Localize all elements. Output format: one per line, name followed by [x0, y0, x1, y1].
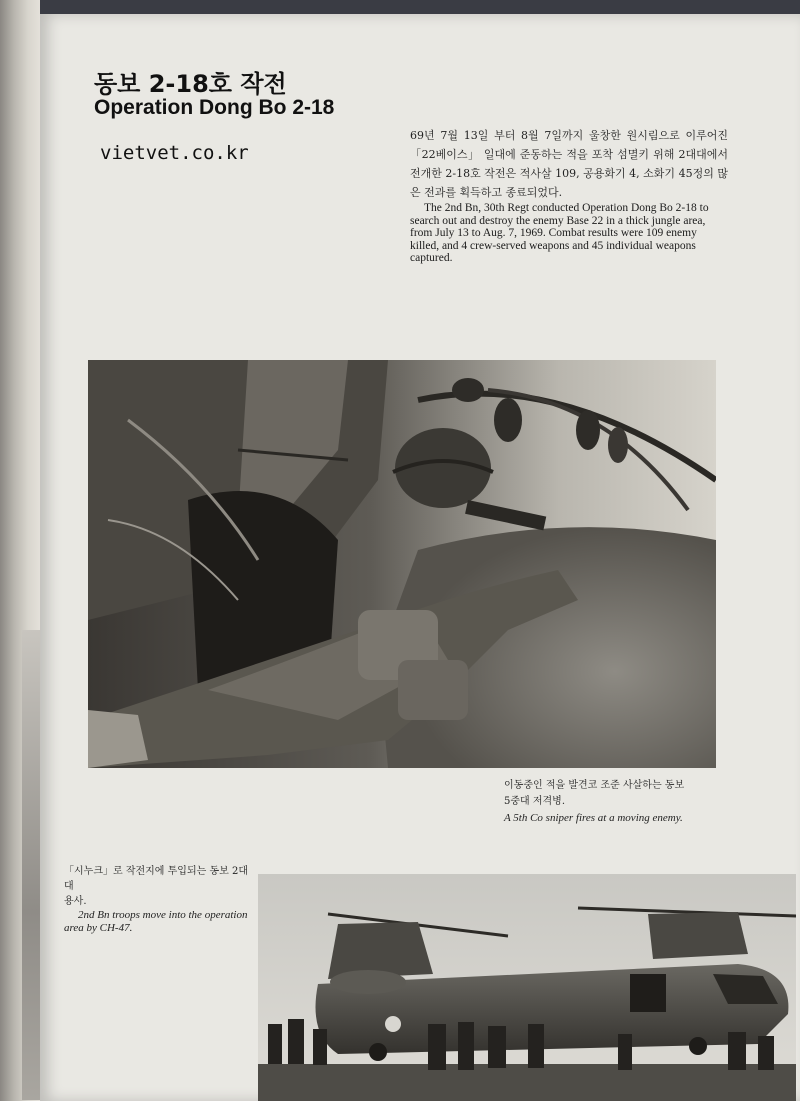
sniper-photo — [88, 360, 716, 768]
caption-korean-line1: 「시누크」로 작전지에 투입되는 동보 2대대 — [64, 866, 248, 892]
helicopter-photo-caption — [64, 864, 252, 935]
body-korean-paragraph: 69년 7월 13일 부터 8월 7일까지 울창한 원시림으로 이루어진 「22베이스」 일대에 준동하는 적을 포착 섬멸키 위해 2대대에서 전개한 2-18호 작전은 적사살 109, 공용화기 4, 소화기 45정의 많은 전과를 획득하고 종료되었다. — [410, 129, 728, 199]
body-english-paragraph: The 2nd Bn, 30th Regt conducted Operation Dong Bo 2-18 to search out and destroy the enemy Base 22 in a thick jungle area, from July 13 to Aug. 7, 1969. Combat results were 109 enemy killed, and 4 crew-served weapons and 45 individual weapons captured. — [410, 202, 709, 264]
sniper-photo-image — [88, 360, 716, 768]
caption-korean-line2: 용사. — [64, 896, 87, 907]
page-top-edge — [40, 0, 800, 14]
spine-shadow — [22, 630, 40, 1100]
caption-english: 2nd Bn troops move into the operation area by CH-47. — [64, 909, 248, 934]
caption-korean-line2: 5중대 저격병. — [504, 796, 566, 807]
sniper-photo-caption — [504, 778, 724, 826]
watermark-url: vietvet.co.kr — [100, 142, 249, 164]
title-korean: 동보 2-18호 작전 — [94, 70, 287, 98]
helicopter-photo-image — [258, 874, 796, 1101]
helicopter-photo — [258, 874, 796, 1101]
title-english: Operation Dong Bo 2-18 — [94, 96, 335, 119]
caption-english: A 5th Co sniper fires at a moving enemy. — [504, 812, 683, 824]
caption-korean-line1: 이동중인 적을 발견코 조준 사살하는 동보 — [504, 780, 685, 791]
